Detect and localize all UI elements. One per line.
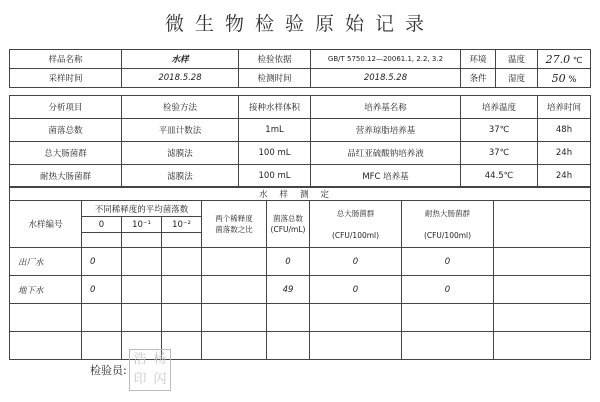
volume-cell: 100 mL <box>239 142 311 165</box>
inspector-stamp <box>129 349 171 391</box>
table-row <box>10 119 591 142</box>
measurement-table <box>9 186 591 360</box>
sample-name-label: 样品名称 <box>10 50 122 69</box>
col-temp: 培养温度 <box>461 96 538 119</box>
method-cell: 滤膜法 <box>122 165 239 188</box>
dilution-0-header: 0 <box>82 217 122 233</box>
humidity-unit: % <box>568 74 577 85</box>
table-row <box>10 165 591 188</box>
thermo-coliform-header: 耐热大肠菌群 (CFU/100ml) <box>402 201 494 248</box>
dilution-2-cell[interactable] <box>162 248 202 276</box>
col-volume: 接种水样体积 <box>239 96 311 119</box>
sample-no-header: 水样编号 <box>10 201 82 248</box>
total-count-cell[interactable]: 49 <box>267 276 310 304</box>
temp-label: 温度 <box>496 50 538 69</box>
temp-cell: 37℃ <box>461 119 538 142</box>
table-row <box>10 332 591 360</box>
coliform-cell[interactable]: 0 <box>310 276 402 304</box>
basis-label: 检验依据 <box>239 50 311 69</box>
header-info-table <box>9 49 591 88</box>
table-row <box>10 276 591 304</box>
blank-cell <box>494 276 591 304</box>
time-cell: 24h <box>538 142 591 165</box>
inspector-label: 检验员: <box>90 364 127 377</box>
thermo-coliform-cell[interactable]: 0 <box>402 248 494 276</box>
condition-label: 条件 <box>461 69 496 88</box>
thermo-coliform-cell[interactable]: 0 <box>402 276 494 304</box>
temp-cell[interactable] <box>538 50 591 69</box>
temp-unit: ℃ <box>572 55 583 66</box>
dilution-group-header: 不同稀释度的平均菌落数 <box>82 201 202 217</box>
total-count-header: 菌落总数 (CFU/mL) <box>267 201 310 248</box>
sample-name-value[interactable]: 水样 <box>122 50 239 69</box>
section-title: 水样测定 <box>10 187 591 201</box>
stamp-char: 印 <box>133 372 147 387</box>
humidity-label: 湿度 <box>496 69 538 88</box>
item-cell: 耐热大肠菌群 <box>10 165 122 188</box>
ratio-cell[interactable] <box>202 276 267 304</box>
temp-cell: 37℃ <box>461 142 538 165</box>
total-count-cell[interactable]: 0 <box>267 248 310 276</box>
col-item: 分析项目 <box>10 96 122 119</box>
table-row <box>10 304 591 332</box>
dilution-1-cell[interactable] <box>122 276 162 304</box>
volume-cell: 100 mL <box>239 165 311 188</box>
sample-name-cell[interactable]: 地下水 <box>10 276 82 304</box>
time-cell: 24h <box>538 165 591 188</box>
basis-value: GB/T 5750.12—20061.1, 2.2, 3.2 <box>311 50 461 69</box>
blank-cell <box>494 248 591 276</box>
humidity-value: 50 <box>551 71 566 85</box>
temp-cell: 44.5℃ <box>461 165 538 188</box>
method-cell: 滤膜法 <box>122 142 239 165</box>
table-row <box>10 248 591 276</box>
table-row <box>10 142 591 165</box>
medium-cell: 品红亚硫酸钠培养液 <box>311 142 461 165</box>
temp-value: 27.0 <box>545 52 571 66</box>
blank-header <box>494 201 591 248</box>
item-cell: 总大肠菌群 <box>10 142 122 165</box>
form-title: 微生物检验原始记录 <box>164 13 435 35</box>
volume-cell: 1mL <box>239 119 311 142</box>
item-cell: 菌落总数 <box>10 119 122 142</box>
dilution-2-cell[interactable] <box>162 276 202 304</box>
ratio-header: 两个稀释度 菌落数之比 <box>202 201 267 248</box>
medium-cell: MFC 培养基 <box>311 165 461 188</box>
test-time-value[interactable]: 2018.5.28 <box>311 69 461 88</box>
coliform-header: 总大肠菌群 (CFU/100ml) <box>310 201 402 248</box>
methods-table <box>9 95 591 188</box>
dilution-0-cell[interactable]: 0 <box>82 248 122 276</box>
stamp-char: 杨 <box>153 352 167 367</box>
methods-header-row <box>10 96 591 119</box>
time-cell: 48h <box>538 119 591 142</box>
dilution-1-cell[interactable] <box>122 248 162 276</box>
sample-name-cell[interactable]: 出厂水 <box>10 248 82 276</box>
medium-cell: 营养琼脂培养基 <box>311 119 461 142</box>
col-medium: 培养基名称 <box>311 96 461 119</box>
col-method: 检验方法 <box>122 96 239 119</box>
stamp-char: 浩 <box>133 352 147 367</box>
env-label: 环境 <box>461 50 496 69</box>
method-cell: 平皿计数法 <box>122 119 239 142</box>
humidity-cell[interactable] <box>538 69 591 88</box>
dilution-0-cell[interactable]: 0 <box>82 276 122 304</box>
dilution-2-header: 10⁻² <box>162 217 202 233</box>
test-time-label: 检测时间 <box>239 69 311 88</box>
col-time: 培养时间 <box>538 96 591 119</box>
sample-time-label: 采样时间 <box>10 69 122 88</box>
coliform-cell[interactable]: 0 <box>310 248 402 276</box>
dilution-1-header: 10⁻¹ <box>122 217 162 233</box>
sample-time-value[interactable]: 2018.5.28 <box>122 69 239 88</box>
stamp-char: 闪 <box>153 372 167 387</box>
ratio-cell[interactable] <box>202 248 267 276</box>
